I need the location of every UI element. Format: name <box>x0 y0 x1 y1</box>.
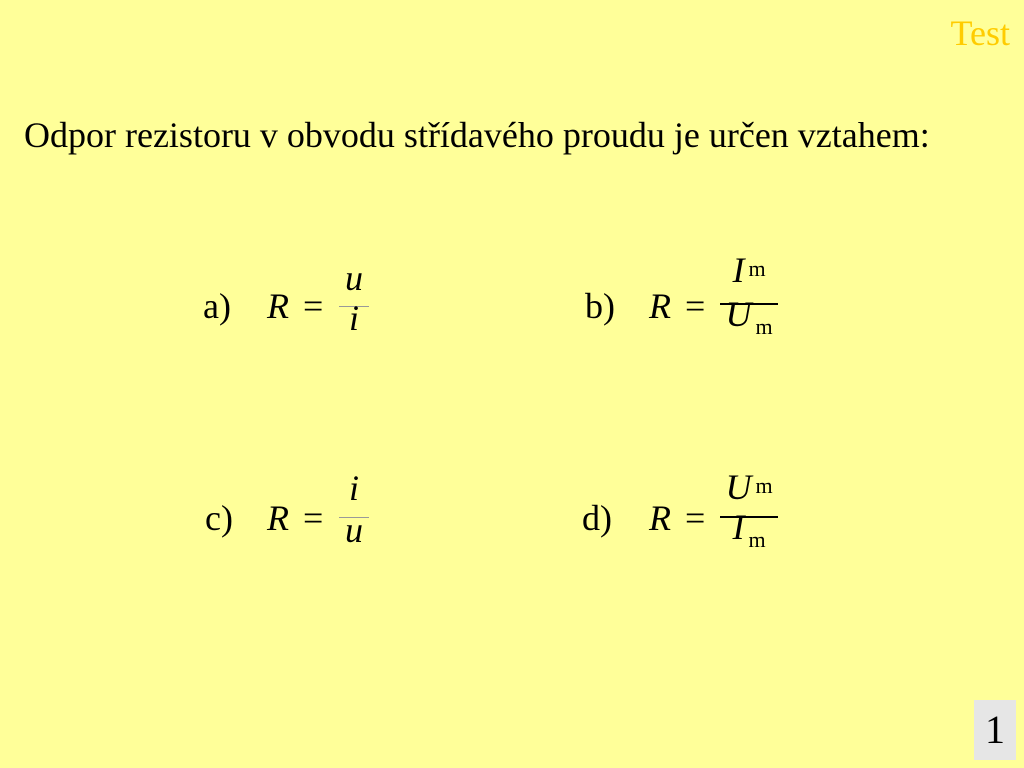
fraction <box>339 467 369 577</box>
option-d[interactable] <box>582 467 802 587</box>
denominator: U $_m$ <box>725 294 773 339</box>
numerator: i <box>348 468 359 508</box>
fraction <box>720 466 778 586</box>
option-a[interactable] <box>203 258 403 365</box>
subscript: m <box>748 256 766 281</box>
option-label: d) <box>582 498 612 538</box>
formula-lhs: R <box>267 498 289 538</box>
formula-lhs: R <box>649 498 671 538</box>
equals-sign: = <box>303 286 324 326</box>
numerator: u <box>345 258 363 298</box>
formula-lhs: R <box>649 286 671 326</box>
equals-sign: = <box>685 286 706 326</box>
numerator: Um <box>725 467 773 507</box>
fraction <box>339 257 369 367</box>
formula-lhs: R <box>267 286 289 326</box>
slide-title: Test <box>950 13 1010 53</box>
equals-sign: = <box>303 498 324 538</box>
denominator: u <box>345 510 363 550</box>
subscript: m <box>755 314 773 339</box>
option-label: a) <box>203 286 231 326</box>
option-label: c) <box>205 498 233 538</box>
question-text: Odpor rezistoru v obvodu střídavého proudu je určen vztahem: <box>24 115 930 155</box>
option-b[interactable] <box>585 250 805 375</box>
page-number: 1 <box>974 700 1016 760</box>
subscript: m <box>755 473 773 498</box>
denominator: i <box>348 298 359 338</box>
option-label: b) <box>585 286 615 326</box>
equals-sign: = <box>685 498 706 538</box>
fraction <box>720 249 778 369</box>
numerator: Im <box>732 250 766 290</box>
denominator: I $_m$ <box>732 507 766 552</box>
subscript: m <box>748 527 766 552</box>
option-c[interactable] <box>205 468 405 577</box>
